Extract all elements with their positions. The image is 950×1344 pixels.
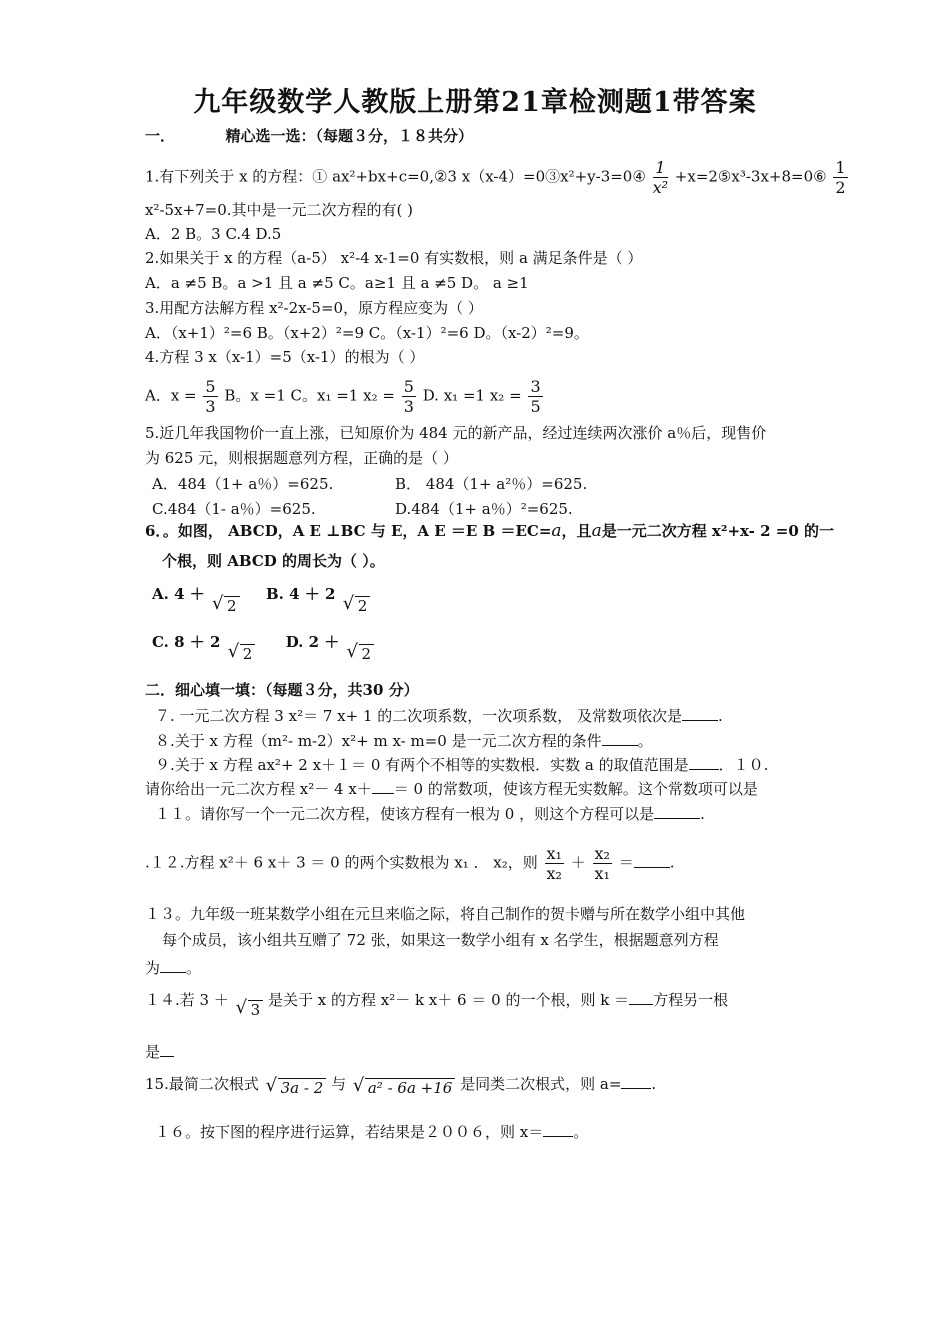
q1-fraction-2 (833, 158, 847, 197)
question-10 (145, 779, 758, 799)
q7-blank (682, 706, 718, 721)
q14-text-b: 是关于 x 的方程 x²－ k x＋ 6 ＝ 0 的一个根，则 k ＝ (267, 991, 630, 1009)
section-1-title: 精心选一选：（每题３分，１８共分） (225, 127, 473, 145)
q12-equals: ＝ (618, 853, 634, 872)
q4-fraction-a (203, 377, 217, 416)
question-5-option-c: C.484（1- a％）=625. (152, 500, 316, 518)
q6-var-a-1: a (551, 521, 562, 541)
q15-sqrt-1: √ 3a - 2 (266, 1078, 327, 1098)
q4-fd-num: 3 (530, 377, 541, 396)
question-13-line-1: １３。九年级一班某数学小组在元旦来临之际，将自己制作的贺卡赠与所在数学小组中其他 (145, 905, 746, 923)
q4-option-bc: B。x =1 C。x₁ =1 x₂ = (224, 386, 395, 405)
section-2-heading: 二．细心填一填：（每题３分，共30 分） (145, 681, 419, 699)
q6-option-a-sqrt: √ 2 (212, 596, 240, 616)
q12-blank (634, 853, 670, 868)
question-13-line-2: 每个成员，该小组共互赠了 72 张，如果这一数学小组有 x 名学生，根据题意列方程 (162, 931, 719, 949)
q7-text: ７. 一元二次方程 3 x²＝ 7 x+ 1 的二次项系数，一次项系数， 及常数项依次是 (155, 707, 683, 725)
q11-blank (654, 804, 700, 819)
q6-option-b: B. 4 ＋ 2 (266, 585, 336, 603)
q14-text-c: 方程另一根 (653, 991, 729, 1009)
q8-text: ８.关于 x 方程（m²- m-2）x²+ m x- m=0 是一元二次方程的条件 (155, 732, 602, 750)
q14-text-a: １４.若 3 ＋ (145, 991, 229, 1009)
q4-option-d: D. x₁ =1 x₂ = (422, 386, 522, 405)
q12-fraction-1 (545, 844, 564, 883)
section-1-number: 一． (145, 127, 176, 145)
q1-fraction-1 (653, 158, 668, 197)
q6-text-b: ，且 (561, 522, 592, 540)
question-3-stem: 3.用配方法解方程 x²-2x-5=0，原方程应变为（ ） (145, 299, 483, 317)
q16-blank (543, 1122, 573, 1137)
question-12: .１２.方程 x²＋ 6 x＋ 3 ＝ 0 的两个实数根为 x₁ ． x₂，则 $\frac{\text{x₁}}{\text{x₂}}$ ＋ $\frac{\text{x₂}}{\text{x₁}}$ ＝ . (145, 844, 675, 883)
question-9 (155, 755, 768, 775)
question-1-options: A．2 B。3 C.4 D.5 (145, 225, 282, 243)
q1-text-a: 1.有下列关于 x 的方程：① ax²+bx+c=0,②3 x（x-4）=0③x²+y-3=0④ (145, 167, 646, 186)
q4-fc-num: 5 (403, 377, 414, 396)
q6-option-a: A. 4 ＋ (152, 585, 205, 603)
question-5-option-b: B． 484（1+ a²％）=625. (395, 475, 588, 493)
question-5-option-d: D.484（1+ a％）²=625. (395, 500, 573, 518)
q6-option-c-sqrt: √ 2 (228, 644, 256, 664)
q6-text-a: 6．。如图， ABCD，A E ⊥BC 与 E，A E ＝E B ＝EC= (145, 522, 552, 540)
q10-blank (372, 779, 394, 794)
q4-fd-den: 5 (530, 397, 541, 416)
q11-text: １１。请你写一个一元二次方程，使该方程有一根为 0 ，则这个方程可以是 (155, 805, 655, 823)
q10-end: ＝ 0 的常数项，使该方程无实数解。这个常数项可以是 (393, 780, 758, 798)
q12-fraction-2 (593, 844, 612, 883)
q4-fc-den: 3 (403, 397, 414, 416)
q12-plus: ＋ (570, 853, 586, 872)
q6-option-d-sqrt: √ 2 (347, 644, 375, 664)
question-6-stem-line-2: 个根，则 ABCD 的周长为（ ）。 (162, 552, 385, 570)
question-2-stem: 2.如果关于 x 的方程（a-5） x²-4 x-1=0 有实数根，则 a 满足条件是（ ） (145, 249, 643, 267)
q15-blank (621, 1074, 651, 1089)
question-8 (155, 731, 653, 751)
q6-option-c: C. 8 ＋ 2 (152, 633, 221, 651)
q1-f1-den: x² (652, 178, 669, 197)
q13-blank (160, 958, 186, 973)
question-1-stem (145, 158, 850, 197)
q1-f1-num: 1 (653, 158, 668, 178)
q12-f2-num: x₂ (594, 844, 610, 863)
question-15: 15.最简二次根式 √ 3a - 2 与 √ a² - 6a +16 是同类二次根式，则 a= . (145, 1074, 656, 1094)
section-1-heading (145, 126, 473, 146)
question-13-line-3: 为 。 (145, 959, 202, 977)
q12-text: .１２.方程 x²＋ 6 x＋ 3 ＝ 0 的两个实数根为 x₁ ． x₂，则 (145, 853, 538, 872)
q6-var-a-2: a (591, 521, 602, 541)
q15-sqrt-2: √ a² - 6a +16 (353, 1078, 455, 1098)
q1-f2-den: 2 (835, 178, 846, 197)
question-6-stem (145, 521, 834, 541)
q6-option-d: D. 2 ＋ (285, 633, 340, 651)
question-6-options-row-2 (152, 632, 374, 663)
question-5-option-a: A．484（1+ a％）=625. (152, 475, 334, 493)
q8-end: 。 (637, 732, 653, 750)
question-4-stem: 4.方程 3 x（x-1）=5（x-1）的根为（ ） (145, 348, 425, 366)
q13-text: 为 (145, 959, 161, 977)
question-14-line-2 (145, 1042, 174, 1062)
q15-text-a: 15.最简二次根式 (145, 1075, 259, 1093)
q4-fa-num: 5 (205, 377, 216, 396)
q15-text-b: 与 (331, 1075, 347, 1093)
q14-sqrt: √ 3 (236, 1000, 264, 1020)
q4-fraction-d (528, 377, 542, 416)
question-1-stem-cont: x²-5x+7=0.其中是一元二次方程的有( ) (145, 201, 414, 219)
q4-fraction-c (402, 377, 416, 416)
question-6-options-row-1 (152, 584, 370, 615)
question-2-options: A．a ≠5 B。a >1 且 a ≠5 C。a≥1 且 a ≠5 D。 a ≥1 (145, 274, 529, 292)
q14-blank-1 (629, 990, 653, 1005)
q12-f1-den: x₂ (546, 864, 562, 883)
q9-blank (689, 755, 719, 770)
question-14 (145, 990, 729, 1019)
q10-text: 请你给出一元二次方程 x²－ 4 x＋ (145, 780, 372, 798)
q4-fa-den: 3 (205, 397, 216, 416)
q14-text-d: 是 (145, 1043, 161, 1061)
q15-text-c: 是同类二次根式，则 a= (460, 1075, 622, 1093)
q14-blank-2 (160, 1042, 174, 1057)
q8-blank (602, 731, 638, 746)
question-7: ７. 一元二次方程 3 x²＝ 7 x+ 1 的二次项系数，一次项系数， 及常数项依次是 . (155, 707, 723, 725)
q10-number: ．１０. (718, 756, 769, 774)
q16-text: １６。按下图的程序进行运算，若结果是２００６，则 x＝ (155, 1123, 544, 1141)
question-5-stem-line-1: 5.近几年我国物价一直上涨，已知原价为 484 元的新产品，经过连续两次涨价 a％后，现售价 (145, 424, 767, 442)
q6-option-b-sqrt: √ 2 (343, 596, 371, 616)
question-4-options (145, 377, 545, 416)
q4-option-a: A．x = (145, 386, 197, 405)
question-11: １１。请你写一个一元二次方程，使该方程有一根为 0 ，则这个方程可以是 . (155, 805, 705, 823)
q12-f1-num: x₁ (546, 844, 562, 863)
q12-f2-den: x₁ (594, 864, 610, 883)
q1-text-b: +x=2⑤x³-3x+8=0⑥ (674, 167, 827, 186)
page-title: 九年级数学人教版上册第21章检测题1带答案 (193, 87, 757, 118)
q6-text-c: 是一元二次方程 x²+x- 2 =0 的一 (601, 522, 835, 540)
q9-text: ９.关于 x 方程 ax²+ 2 x＋１＝ 0 有两个不相等的实数根．实数 a 的取值范围是 (155, 756, 689, 774)
question-5-stem-line-2: 为 625 元，则根据题意列方程，正确的是（ ） (145, 449, 458, 467)
q1-f2-num: 1 (835, 158, 846, 177)
question-16: １６。按下图的程序进行运算，若结果是２００６，则 x＝ 。 (155, 1123, 589, 1141)
question-3-options: A．（x+1）²=6 B。（x+2）²=9 C。（x-1）²=6 D。（x-2）²=9。 (145, 324, 589, 342)
